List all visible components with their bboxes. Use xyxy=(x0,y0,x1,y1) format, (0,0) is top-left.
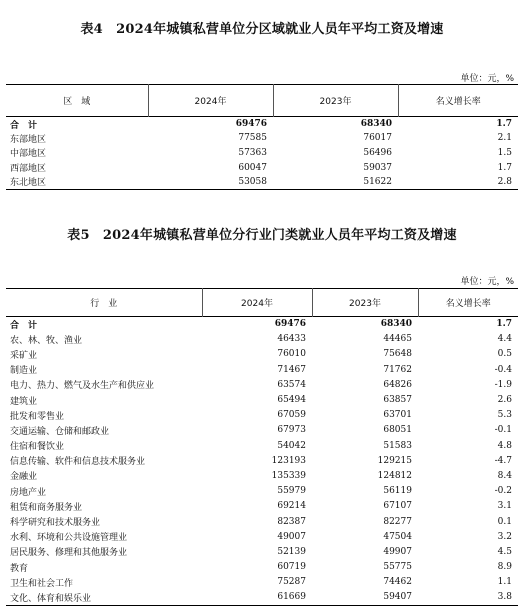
growth-rate: 3.8 xyxy=(497,592,512,603)
growth-rate: 3.2 xyxy=(497,531,512,542)
value-2023: 124812 xyxy=(377,470,412,481)
value-2024: 54042 xyxy=(277,440,306,451)
value-2024: 76010 xyxy=(277,349,306,360)
header-2024: 2024年 xyxy=(202,289,312,317)
row-name: 科学研究和技术服务业 xyxy=(10,518,101,529)
table-row xyxy=(6,423,518,438)
value-2023: 129215 xyxy=(377,455,412,466)
table-row xyxy=(6,131,518,146)
value-2024: 69214 xyxy=(277,501,306,512)
value-2024: 53058 xyxy=(238,176,267,187)
header-region: 区 域 xyxy=(6,85,148,117)
table-row xyxy=(6,392,518,407)
table-row xyxy=(6,117,518,132)
row-name: 居民服务、修理和其他服务业 xyxy=(10,548,128,559)
table2-title: 表5 2024年城镇私营单位分行业门类就业人员年平均工资及增速 xyxy=(67,228,457,243)
value-2023: 51622 xyxy=(363,176,392,187)
value-2024: 69476 xyxy=(235,119,267,130)
header-2024: 2024年 xyxy=(148,85,273,117)
row-name: 制造业 xyxy=(10,366,38,377)
industry-wage-table xyxy=(6,288,518,606)
value-2023: 76017 xyxy=(363,133,392,144)
value-2023: 68051 xyxy=(383,425,412,436)
header-industry: 行 业 xyxy=(6,289,202,317)
header-2023: 2023年 xyxy=(273,85,398,117)
row-name: 中部地区 xyxy=(10,149,47,160)
region-wage-table xyxy=(6,84,518,190)
table-row xyxy=(6,377,518,392)
row-name: 采矿业 xyxy=(10,350,38,361)
value-2023: 44465 xyxy=(383,334,412,345)
table-row xyxy=(6,408,518,423)
value-2023: 47504 xyxy=(383,531,412,542)
table-row xyxy=(6,590,518,605)
growth-rate: -4.7 xyxy=(494,455,512,466)
table-header-row xyxy=(6,289,518,317)
growth-rate: 0.1 xyxy=(497,516,512,527)
growth-rate: 8.9 xyxy=(497,562,512,573)
table-row xyxy=(6,362,518,377)
growth-rate: 2.6 xyxy=(497,395,512,406)
value-2024: 57363 xyxy=(238,147,267,158)
value-2024: 135339 xyxy=(271,470,306,481)
value-2024: 123193 xyxy=(271,455,306,466)
row-name: 西部地区 xyxy=(10,164,47,175)
value-2023: 56496 xyxy=(363,147,392,158)
growth-rate: 2.1 xyxy=(497,133,512,144)
growth-rate: 1.7 xyxy=(496,319,512,330)
row-name: 租赁和商务服务业 xyxy=(10,502,83,513)
value-2024: 67973 xyxy=(277,425,306,436)
table-row xyxy=(6,347,518,362)
row-name: 卫生和社会工作 xyxy=(10,578,74,589)
header-2023: 2023年 xyxy=(312,289,418,317)
value-2023: 51583 xyxy=(383,440,412,451)
table-row xyxy=(6,560,518,575)
row-name: 合 计 xyxy=(10,320,38,331)
value-2023: 59407 xyxy=(383,592,412,603)
value-2023: 59037 xyxy=(363,162,392,173)
value-2024: 82387 xyxy=(277,516,306,527)
table1-unit: 单位：元，% xyxy=(460,74,514,84)
value-2023: 74462 xyxy=(383,577,412,588)
value-2024: 60719 xyxy=(277,562,306,573)
growth-rate: 8.4 xyxy=(497,470,512,481)
value-2023: 55775 xyxy=(383,562,412,573)
value-2023: 63857 xyxy=(383,395,412,406)
table-row xyxy=(6,453,518,468)
value-2023: 67107 xyxy=(383,501,412,512)
value-2024: 61669 xyxy=(277,592,306,603)
value-2023: 68340 xyxy=(360,119,392,130)
table-header-row xyxy=(6,85,518,117)
value-2024: 55979 xyxy=(277,486,306,497)
row-name: 信息传输、软件和信息技术服务业 xyxy=(10,457,146,468)
table-row xyxy=(6,514,518,529)
growth-rate: 0.5 xyxy=(497,349,512,360)
growth-rate: 5.3 xyxy=(497,410,512,421)
row-name: 东北地区 xyxy=(10,178,47,189)
value-2024: 52139 xyxy=(277,546,306,557)
growth-rate: -1.9 xyxy=(494,379,512,390)
row-name: 文化、体育和娱乐业 xyxy=(10,593,92,604)
value-2024: 71467 xyxy=(277,364,306,375)
table-row xyxy=(6,484,518,499)
table-row xyxy=(6,468,518,483)
row-name: 批发和零售业 xyxy=(10,411,65,422)
growth-rate: -0.1 xyxy=(494,425,512,436)
row-name: 住宿和餐饮业 xyxy=(10,442,65,453)
table-row xyxy=(6,332,518,347)
growth-rate: 4.5 xyxy=(497,546,512,557)
value-2023: 68340 xyxy=(380,319,412,330)
row-name: 东部地区 xyxy=(10,134,47,145)
table-row xyxy=(6,317,518,332)
table-row xyxy=(6,499,518,514)
table-row xyxy=(6,175,518,190)
value-2023: 75648 xyxy=(383,349,412,360)
table2-unit: 单位：元，% xyxy=(460,277,514,287)
value-2023: 63701 xyxy=(383,410,412,421)
table-row xyxy=(6,544,518,559)
growth-rate: 2.8 xyxy=(497,176,512,187)
row-name: 交通运输、仓储和邮政业 xyxy=(10,426,110,437)
value-2024: 75287 xyxy=(277,577,306,588)
header-growth: 名义增长率 xyxy=(445,299,491,309)
row-name: 教育 xyxy=(10,563,29,574)
table-row xyxy=(6,529,518,544)
table-row xyxy=(6,438,518,453)
table-row xyxy=(6,146,518,161)
growth-rate: 1.1 xyxy=(497,577,512,588)
growth-rate: -0.2 xyxy=(494,486,512,497)
value-2023: 71762 xyxy=(383,364,412,375)
growth-rate: 4.8 xyxy=(497,440,512,451)
row-name: 房地产业 xyxy=(10,487,47,498)
row-name: 建筑业 xyxy=(10,396,38,407)
growth-rate: -0.4 xyxy=(494,364,512,375)
row-name: 电力、热力、燃气及水生产和供应业 xyxy=(10,381,155,392)
value-2023: 49907 xyxy=(383,546,412,557)
value-2023: 56119 xyxy=(383,486,412,497)
value-2024: 67059 xyxy=(277,410,306,421)
value-2024: 65494 xyxy=(277,395,306,406)
table-row xyxy=(6,160,518,175)
growth-rate: 1.7 xyxy=(497,162,512,173)
row-name: 农、林、牧、渔业 xyxy=(10,335,83,346)
value-2024: 63574 xyxy=(277,379,306,390)
growth-rate: 4.4 xyxy=(497,334,512,345)
row-name: 金融业 xyxy=(10,472,38,483)
row-name: 水利、环境和公共设施管理业 xyxy=(10,533,128,544)
value-2023: 64826 xyxy=(383,379,412,390)
table1-title: 表4 2024年城镇私营单位分区域就业人员年平均工资及增速 xyxy=(80,22,444,37)
value-2024: 69476 xyxy=(274,319,306,330)
header-growth: 名义增长率 xyxy=(435,97,481,107)
value-2024: 60047 xyxy=(238,162,267,173)
value-2024: 46433 xyxy=(277,334,306,345)
value-2024: 49007 xyxy=(277,531,306,542)
growth-rate: 3.1 xyxy=(497,501,512,512)
row-name: 合 计 xyxy=(10,120,38,131)
value-2023: 82277 xyxy=(383,516,412,527)
growth-rate: 1.5 xyxy=(497,147,512,158)
value-2024: 77585 xyxy=(238,133,267,144)
growth-rate: 1.7 xyxy=(496,119,512,130)
table-row xyxy=(6,575,518,590)
